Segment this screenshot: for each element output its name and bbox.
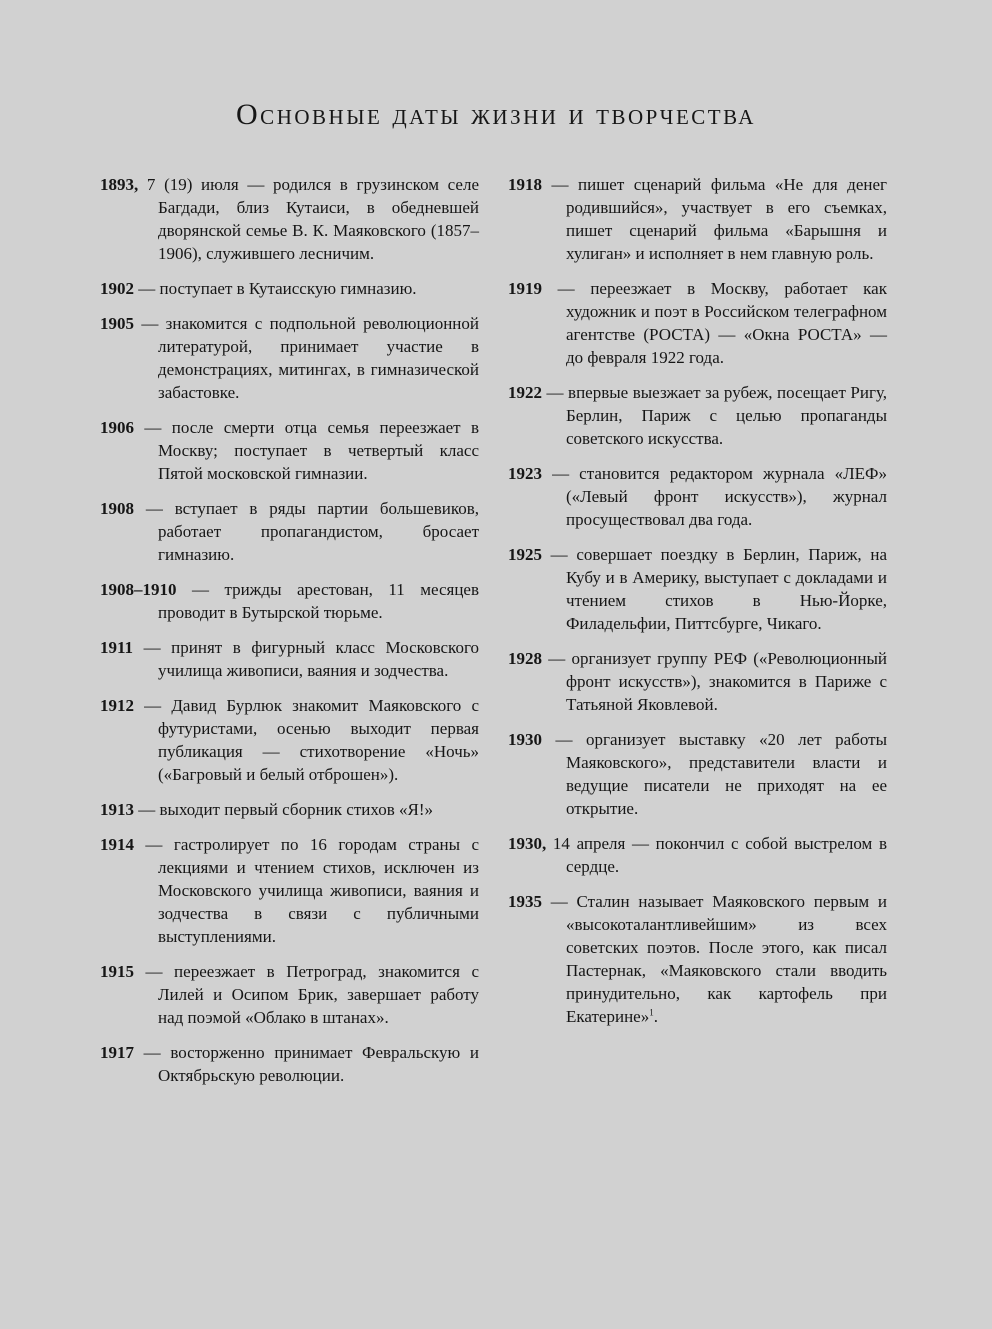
timeline-entry <box>508 462 887 531</box>
timeline-column-left <box>100 173 479 1099</box>
entry-year: 1930, <box>508 834 547 853</box>
entry-text: — поступает в Кутаисскую гимназию. <box>134 279 417 298</box>
entry-text: — организует группу РЕФ («Революционный фронт искусств»), знакомится в Париже с Татьяной Яковлевой. <box>542 649 887 714</box>
timeline-entry <box>100 277 479 300</box>
entry-text: — принят в фигурный класс Московского училища живописи, ваяния и зодчества. <box>133 638 479 680</box>
entry-year: 1925 <box>508 545 542 564</box>
entry-text: — организует выставку «20 лет работы Маяковского», представители власти и ведущие писатели не приходят на ее открытие. <box>542 730 887 818</box>
entry-text-end: . <box>653 1007 658 1026</box>
footnote-marker: 1 <box>649 1007 654 1018</box>
timeline-entry <box>100 960 479 1029</box>
entry-year: 1935 <box>508 892 542 911</box>
entry-year: 1902 <box>100 279 134 298</box>
timeline-entry <box>100 833 479 948</box>
entry-text: 14 апреля — покончил с собой выстрелом в сердце. <box>546 834 887 876</box>
timeline-entry <box>508 543 887 635</box>
entry-year: 1930 <box>508 730 542 749</box>
entry-text: — гастролирует по 16 городам страны с лекциями и чтением стихов, исключен из Московского училища живописи, ваяния и зодчества в связи с публичными выступлениями. <box>134 835 479 946</box>
entry-year: 1919 <box>508 279 542 298</box>
entry-year: 1913 <box>100 800 134 819</box>
entry-year: 1905 <box>100 314 134 333</box>
timeline-entry <box>508 381 887 450</box>
timeline-entry <box>100 636 479 682</box>
entry-text: — вступает в ряды партии большевиков, работает пропагандистом, бросает гимназию. <box>134 499 479 564</box>
entry-year: 1912 <box>100 696 134 715</box>
timeline-entry <box>100 694 479 786</box>
entry-text: — трижды арестован, 11 месяцев проводит в Бутырской тюрьме. <box>158 580 479 622</box>
page-title: Основные даты жизни и творчества <box>236 98 756 131</box>
entry-year: 1911 <box>100 638 134 657</box>
entry-text: — совершает поездку в Берлин, Париж, на Кубу и в Америку, выступает с докладами и чтением стихов в Нью-Йорке, Филадельфии, Питтсбурге, Чикаго. <box>542 545 887 633</box>
entry-year: 1928 <box>508 649 542 668</box>
entry-year: 1914 <box>100 835 134 854</box>
entry-year: 1915 <box>100 962 134 981</box>
entry-year: 1923 <box>508 464 542 483</box>
entry-text: — восторженно принимает Февральскую и Октябрьскую революции. <box>134 1043 479 1085</box>
timeline-entry <box>100 416 479 485</box>
timeline-entry <box>508 173 887 265</box>
entry-year: 1906 <box>100 418 134 437</box>
timeline-entry <box>508 647 887 716</box>
entry-text: — впервые выезжает за рубеж, посещает Ригу, Берлин, Париж с целью пропаганды советского искусства. <box>542 383 887 448</box>
entry-text: — переезжает в Москву, работает как художник и поэт в Российском телеграфном агентстве (РОСТА) — «Окна РОСТА» — до февраля 1922 года. <box>542 279 887 367</box>
timeline-entry <box>100 173 479 265</box>
entry-text: — Давид Бурлюк знакомит Маяковского с футуристами, осенью выходит первая публикация — стихотворение «Ночь» («Багровый и белый отброшен»). <box>134 696 479 784</box>
timeline-entry <box>508 728 887 820</box>
entry-text: — после смерти отца семья переезжает в Москву; поступает в четвертый класс Пятой московской гимназии. <box>134 418 479 483</box>
entry-text: — переезжает в Петроград, знакомится с Лилей и Осипом Брик, завершает работу над поэмой «Облако в штанах». <box>134 962 479 1027</box>
timeline-entry <box>100 798 479 821</box>
timeline-entry <box>508 277 887 369</box>
timeline-entry <box>508 832 887 878</box>
entry-year: 1893, <box>100 175 139 194</box>
timeline-column-right <box>508 173 887 1040</box>
timeline-entry <box>100 312 479 404</box>
entry-year: 1922 <box>508 383 542 402</box>
entry-year: 1917 <box>100 1043 134 1062</box>
entry-text: — пишет сценарий фильма «Не для денег родившийся», участвует в его съемках, пишет сценарий фильма «Барышня и хулиган» и исполняет в нем главную роль. <box>542 175 887 263</box>
entry-text: 7 (19) июля — родился в грузинском селе Багдади, близ Кутаиси, в обедневшей дворянской семье В. К. Маяковского (1857–1906), служившего лесничим. <box>138 175 479 263</box>
entry-text: — становится редактором журнала «ЛЕФ» («Левый фронт искусств»), журнал просуществовал два года. <box>542 464 887 529</box>
timeline-entry <box>100 497 479 566</box>
timeline-entry <box>508 890 887 1028</box>
entry-year: 1908 <box>100 499 134 518</box>
entry-text: — Сталин называет Маяковского первым и «высокоталантливейшим» из всех советских поэтов. После этого, как писал Пастернак, «Маяковского стали вводить принудительно, как картофель при Екатерине» <box>542 892 887 1026</box>
entry-text: — знакомится с подпольной революционной литературой, принимает участие в демонстрациях, митингах, в гимназической забастовке. <box>134 314 479 402</box>
timeline-entry <box>100 1041 479 1087</box>
entry-year: 1918 <box>508 175 542 194</box>
entry-year: 1908–1910 <box>100 580 177 599</box>
entry-text: — выходит первый сборник стихов «Я!» <box>134 800 433 819</box>
timeline-entry <box>100 578 479 624</box>
